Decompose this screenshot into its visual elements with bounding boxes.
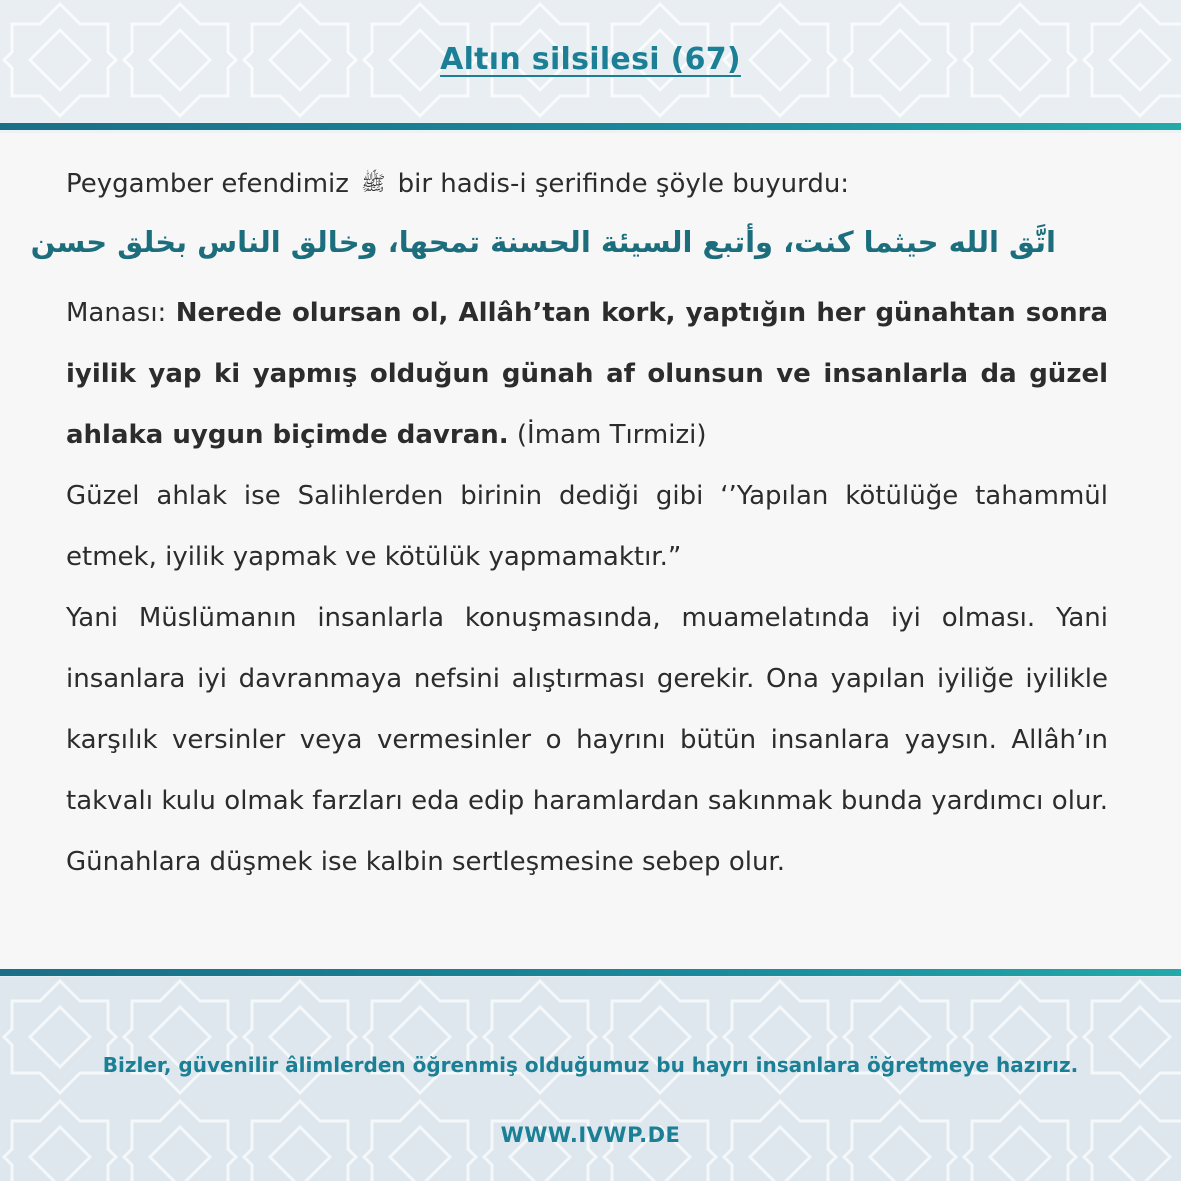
page-title bbox=[0, 42, 1181, 77]
title-text: Altın silsilesi (67) bbox=[440, 42, 741, 77]
content-panel bbox=[0, 133, 1181, 969]
paragraph-2: Güzel ahlak ise Salihlerden birinin dediği gibi ‘’Yapılan kötülüğe tahammül etmek, iyilik yapmak ve kötülük yapmamaktır.” bbox=[66, 481, 1108, 572]
source-citation: (İmam Tırmizi) bbox=[516, 420, 707, 450]
meaning-paragraph bbox=[66, 283, 1108, 466]
intro-line bbox=[66, 169, 1108, 200]
bottom-divider bbox=[0, 969, 1181, 976]
meaning-label: Manası: bbox=[66, 298, 167, 328]
paragraph-3: Yani Müslümanın insanlarla konuşmasında, muamelatında iyi olması. Yani insanlara iyi davranmaya nefsini alıştırması gerekir. Ona yapılan iyiliğe iyilikle karşılık versinler veya vermesinler o hayrını bütün insanlara yaysın. Allâh’ın takvalı kulu olmak farzları eda edip haramlardan sakınmak bunda yardımcı olur. Günahlara düşmek ise kalbin sertleşmesine sebep olur. bbox=[66, 603, 1108, 877]
arabic-hadith: اتَّق الله حيثما كنت، وأتبع السيئة الحسنة تمحها، وخالق الناس بخلق حسن bbox=[30, 225, 1056, 259]
meaning-text: Nerede olursan ol, Allâh’tan kork, yaptığın her günahtan sonra iyilik yap ki yapmış olduğun günah af olunsun ve insanlarla da güzel ahlaka uygun biçimde davran. bbox=[66, 298, 1108, 450]
footer-pattern bbox=[0, 977, 1181, 1181]
website-link[interactable]: WWW.IVWP.DE bbox=[500, 1123, 681, 1147]
footer-slogan: Bizler, güvenilir âlimlerden öğrenmiş olduğumuz bu hayrı insanlara öğretmeye hazırız. bbox=[102, 1053, 1079, 1077]
intro-after: bir hadis-i şerifinde şöyle buyurdu: bbox=[397, 169, 850, 199]
intro-before: Peygamber efendimiz bbox=[66, 169, 349, 199]
top-divider bbox=[0, 123, 1181, 130]
honorific-glyph: ﷺ bbox=[361, 171, 386, 195]
body-text bbox=[66, 283, 1108, 893]
